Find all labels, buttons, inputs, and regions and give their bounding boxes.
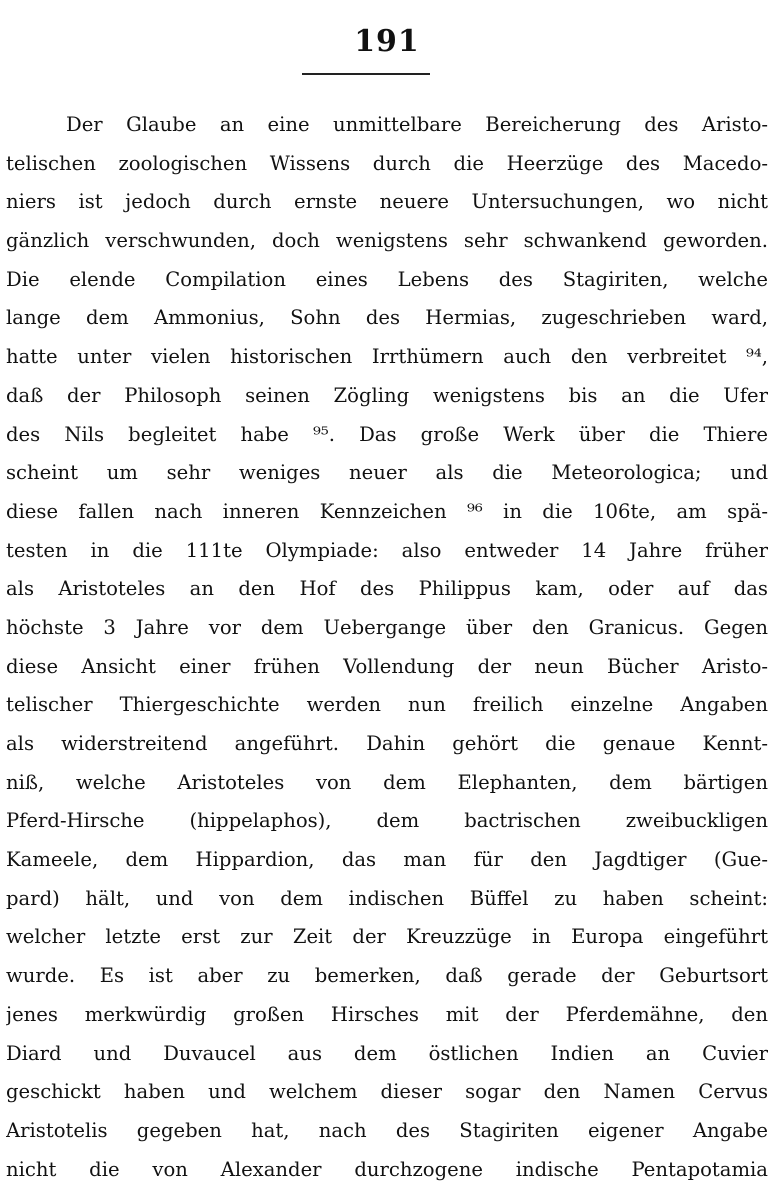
text-line: Kameele, dem Hippardion, das man für den Jagdtiger (Gue- [6, 848, 768, 872]
text-line: wurde. Es ist aber zu bemerken, daß gerade der Geburtsort [6, 964, 768, 988]
text-line: welcher letzte erst zur Zeit der Kreuzzüge in Europa eingeführt [6, 925, 768, 949]
text-line: pard) hält, und von dem indischen Büffel zu haben scheint: [6, 886, 768, 910]
text-line: des Nils begleitet habe ⁹⁵. Das große Werk über die Thiere [6, 422, 768, 446]
text-line: Der Glaube an eine unmittelbare Bereicherung des Aristo- [66, 113, 768, 136]
text-line: testen in die 111te Olympiade: also entweder 14 Jahre früher [6, 538, 768, 562]
text-line: gänzlich verschwunden, doch wenigstens sehr schwankend geworden. [6, 229, 768, 253]
text-line: diese fallen nach inneren Kennzeichen ⁹⁶ in die 106te, am spä- [6, 499, 768, 523]
text-line: als Aristoteles an den Hof des Philippus kam, oder auf das [6, 577, 768, 601]
text-line: geschickt haben und welchem dieser sogar den Namen Cervus [6, 1080, 768, 1104]
text-line: als widerstreitend angeführt. Dahin gehört die genaue Kennt- [6, 732, 768, 755]
text-line: lange dem Ammonius, Sohn des Hermias, zugeschrieben ward, [6, 306, 768, 330]
text-line: hatte unter vielen historischen Irrthümern auch den verbreitet ⁹⁴, [6, 345, 768, 369]
text-line: daß der Philosoph seinen Zögling wenigstens bis an die Ufer [6, 383, 768, 407]
text-line: telischer Thiergeschichte werden nun freilich einzelne Angaben [6, 693, 768, 717]
text-line: telischen zoologischen Wissens durch die Heerzüge des Macedo- [6, 151, 768, 175]
text-line: scheint um sehr weniges neuer als die Meteorologica; und [6, 461, 768, 485]
text-line: Pferd-Hirsche (hippelaphos), dem bactrischen zweibuckligen [6, 809, 768, 833]
text-line: höchste 3 Jahre vor dem Uebergange über den Granicus. Gegen [6, 615, 768, 639]
page-number: 191 [354, 24, 420, 59]
body-text [6, 106, 768, 1189]
text-line: niß, welche Aristoteles von dem Elephanten, dem bärtigen [6, 770, 768, 794]
text-line: Diard und Duvaucel aus dem östlichen Indien an Cuvier [6, 1041, 768, 1065]
text-line: diese Ansicht einer frühen Vollendung der neun Bücher Aristo- [6, 654, 768, 678]
text-line: Die elende Compilation eines Lebens des Stagiriten, welche [6, 267, 768, 291]
text-line: jenes merkwürdig großen Hirsches mit der Pferdemähne, den [6, 1002, 768, 1026]
text-line: nicht die von Alexander durchzogene indische Pentapotamia [6, 1157, 768, 1181]
text-line: niers ist jedoch durch ernste neuere Untersuchungen, wo nicht [6, 190, 768, 214]
header-rule [302, 73, 430, 75]
text-line: Aristotelis gegeben hat, nach des Stagiriten eigener Angabe [6, 1118, 768, 1142]
